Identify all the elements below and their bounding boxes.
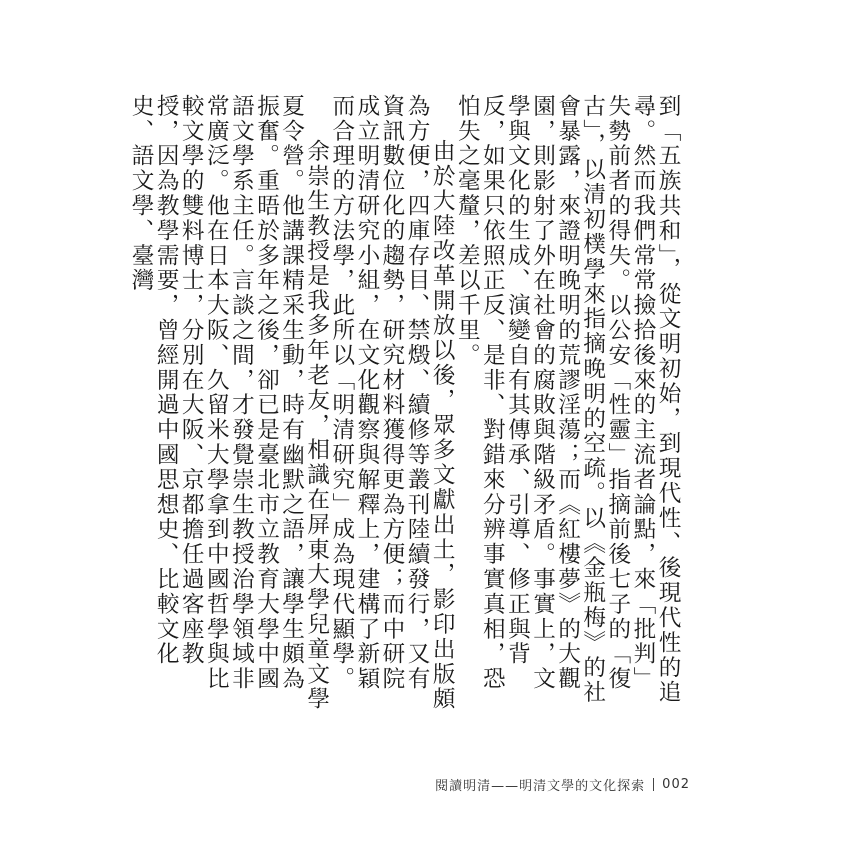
- page-footer: [435, 775, 690, 794]
- paragraph-2: 由於大陸改革開放以後，眾多文獻出土，影印出版頗為方便，四庫存目、禁燬、續修等叢刊陸續發行，又有資訊數位化的趨勢，研究材料獲得更為方便；而中研院成立明清研究小組，在文化觀察與解釋上，建構了新穎而合理的方法學，此所以「明清研究」成為現代顯學。: [328, 94, 456, 712]
- paragraph-3: 余崇生教授是我多年老友，相識在屏東大學兒童文學夏令營。他講課精采生動，時有幽默之語，讓學生頗為振奮。重晤於多年之後，卻已是臺北市立教育大學中國語文學系主任。言談之間，才發覺崇生教授治學領域非常廣泛。他在日本大阪、久留米大學拿到中國哲學與比較文學的雙料博士，分別在大阪、京都擔任過客座教授，因為教學需要，曾經開過中國思想史、比較文化史、語文學、臺灣: [128, 94, 330, 712]
- page-number: 002: [662, 777, 690, 792]
- footer-divider: [653, 778, 654, 791]
- paragraph-1: 到「五族共和」，從文明初始，到現代性、後現代性的追尋。然而我們常常撿拾後來的主流者論點，來「批判」失勢前者的得失。以公安「性靈」指摘前後七子的「復古」，以清初樸學來指摘晚明的空疏。以《金瓶梅》的社會暴露，來證明晚明的荒謬淫蕩；而《紅樓夢》的大觀園，則影射了外在社會的腐敗與階級矛盾。事實上，文學與文化的生成、演變自有其傳承、引導、修正與背反，如果只依照正反、是非、對錯來分辨事實真相，恐怕失之毫釐，差以千里。: [454, 94, 681, 706]
- running-title: 閱讀明清——明清文學的文化探索: [435, 779, 646, 794]
- body-text: [128, 94, 681, 714]
